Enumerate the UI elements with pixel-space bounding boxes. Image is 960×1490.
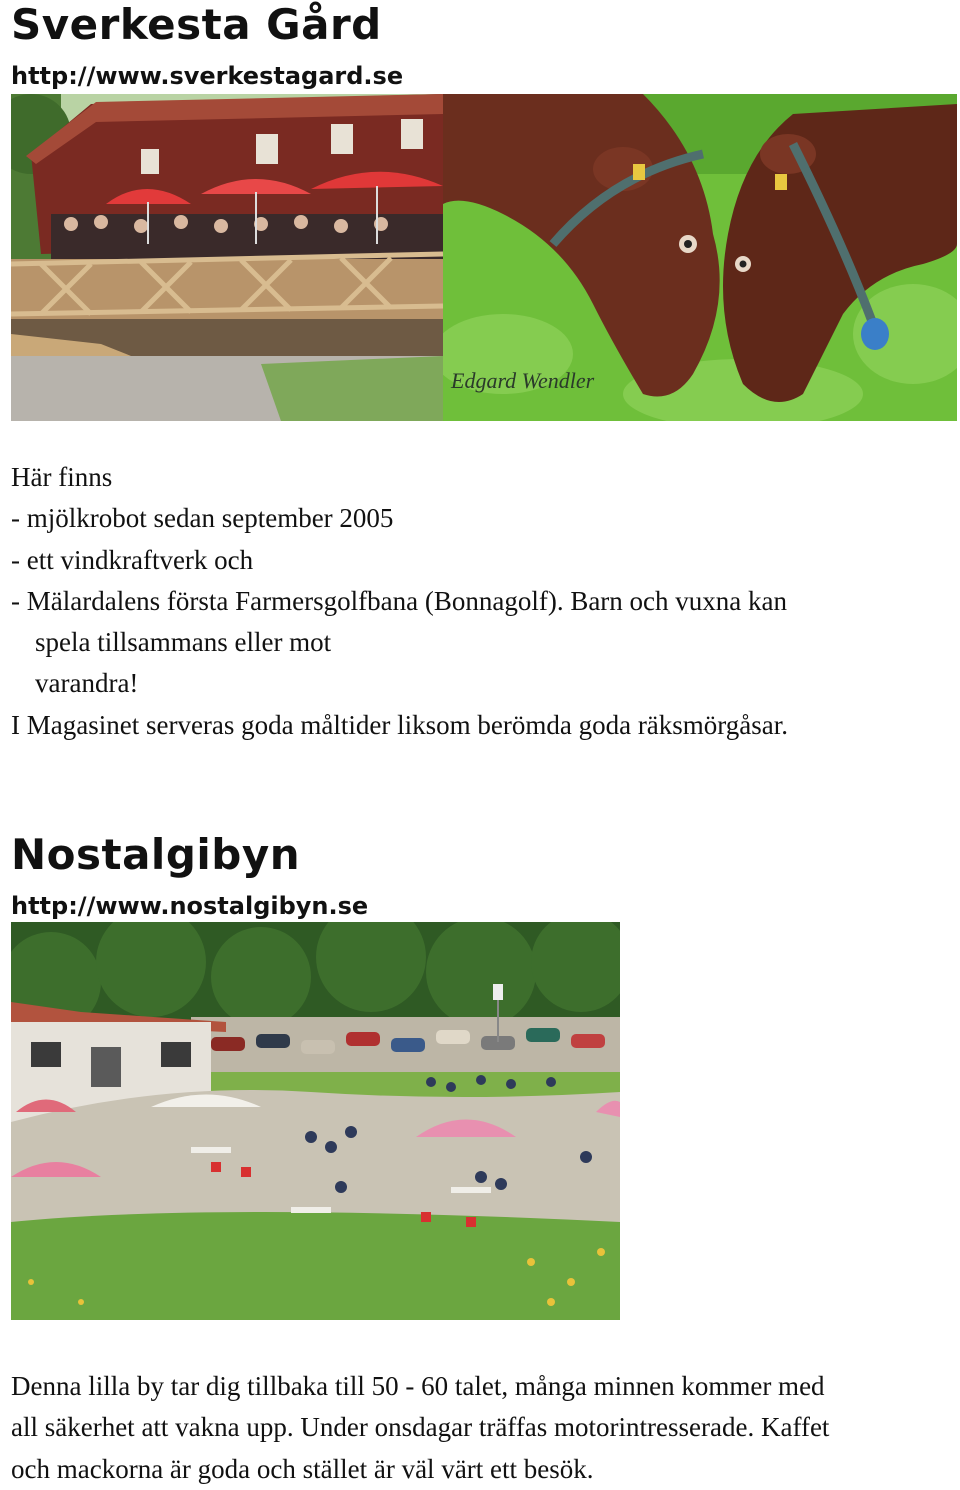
url-sverkesta[interactable]: http://www.sverkestagard.se	[11, 62, 404, 90]
text-line: - ett vindkraftverk och	[11, 544, 254, 575]
nostalgibyn-description	[11, 1366, 951, 1490]
text-line: I Magasinet serveras goda måltider liksom berömda goda räksmörgåsar.	[11, 709, 789, 740]
photo-watermark: Edgard Wendler	[451, 368, 595, 393]
text-line: - mjölkrobot sedan september 2005	[11, 503, 394, 534]
text-line: - Mälardalens första Farmersgolfbana (Bonnagolf). Barn och vuxna kan	[11, 585, 787, 616]
sverkesta-description	[11, 457, 951, 746]
text-line: varandra!	[35, 668, 139, 699]
url-nostalgibyn[interactable]: http://www.nostalgibyn.se	[11, 892, 369, 920]
photo-cows	[443, 94, 957, 421]
text-line: spela tillsammans eller mot	[35, 627, 332, 658]
text-line: all säkerhet att vakna upp. Under onsdagar träffas motorintresserade. Kaffet	[11, 1412, 830, 1443]
photo-nostalgia-village	[11, 922, 620, 1320]
text-line: och mackorna är goda och stället är väl värt ett besök.	[11, 1453, 594, 1484]
section-title-nostalgibyn: Nostalgibyn	[11, 830, 301, 879]
text-line: Här finns	[11, 462, 113, 492]
text-line: Denna lilla by tar dig tillbaka till 50 - 60 talet, många minnen kommer med	[11, 1371, 825, 1401]
page-title-sverkesta: Sverkesta Gård	[11, 0, 382, 49]
photo-terrace-cafe	[11, 94, 443, 421]
